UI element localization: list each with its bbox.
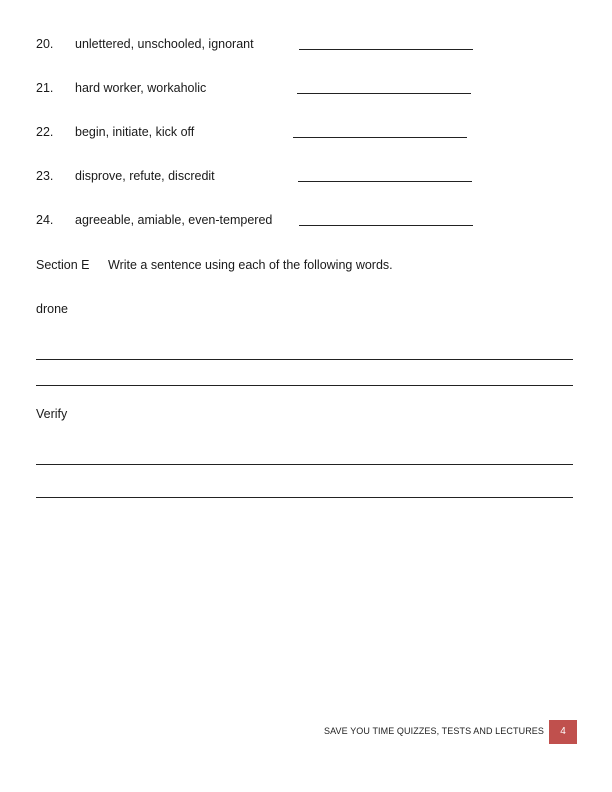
sentence-line: [36, 385, 573, 386]
question-text: begin, initiate, kick off: [75, 125, 195, 139]
sentence-line: [36, 359, 573, 360]
page-footer: [0, 720, 612, 744]
question-number: 21.: [36, 81, 54, 95]
question-number: 24.: [36, 213, 54, 227]
page-number-badge: 4: [549, 720, 577, 744]
question-text: unlettered, unschooled, ignorant: [75, 37, 254, 51]
question-row-24: [0, 213, 612, 233]
question-text: disprove, refute, discredit: [75, 169, 215, 183]
question-text: hard worker, workaholic: [75, 81, 207, 95]
section-label: Section E: [36, 258, 90, 272]
question-number: 20.: [36, 37, 54, 51]
sentence-line: [36, 497, 573, 498]
question-row-22: [0, 125, 612, 145]
question-row-21: [0, 81, 612, 101]
vocab-word: Verify: [36, 407, 68, 421]
sentence-line: [36, 464, 573, 465]
section-instruction: Write a sentence using each of the following words.: [108, 258, 393, 272]
vocab-word: drone: [36, 302, 68, 316]
question-text: agreeable, amiable, even-tempered: [75, 213, 273, 227]
question-number: 22.: [36, 125, 54, 139]
question-row-20: [0, 37, 612, 57]
question-row-23: [0, 169, 612, 189]
answer-blank: [297, 93, 471, 94]
answer-blank: [298, 181, 472, 182]
answer-blank: [293, 137, 467, 138]
answer-blank: [299, 225, 473, 226]
answer-blank: [299, 49, 473, 50]
footer-title: SAVE YOU TIME QUIZZES, TESTS AND LECTURES: [324, 726, 544, 736]
question-number: 23.: [36, 169, 54, 183]
